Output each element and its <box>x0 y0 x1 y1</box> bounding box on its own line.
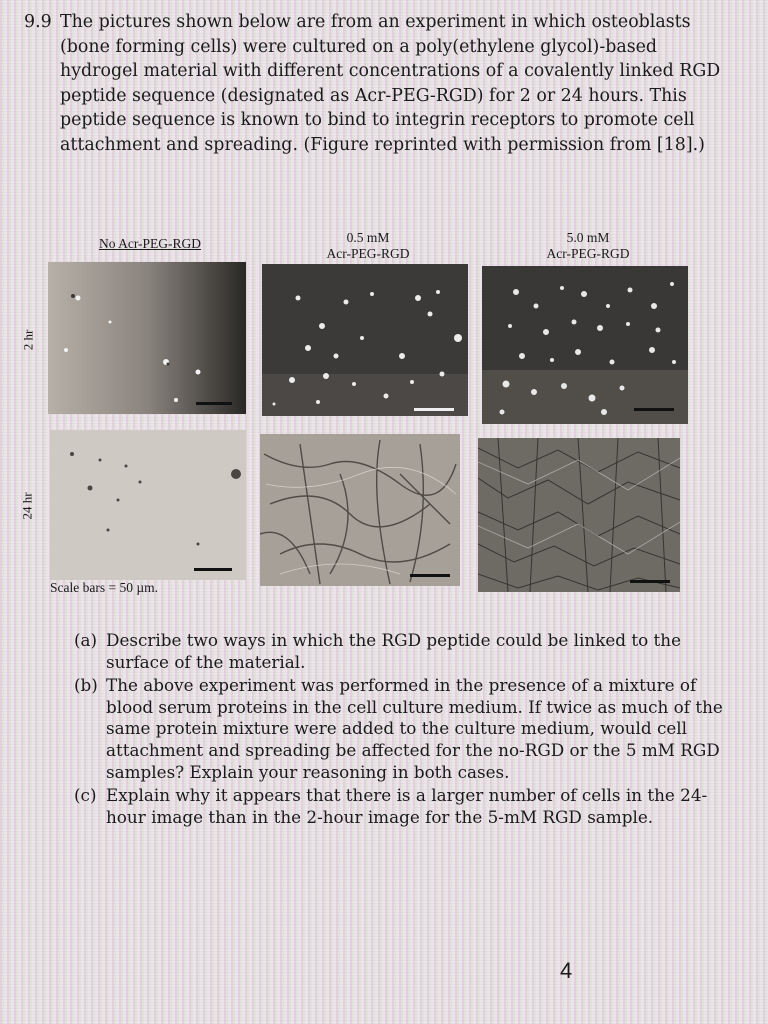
micrograph-24hr-5mm <box>478 438 680 592</box>
row-label-24hr: 24 hr <box>19 492 35 520</box>
column-header-line2: Acr-PEG-RGD <box>546 246 630 261</box>
scale-bar <box>410 574 450 577</box>
micrograph-2hr-5mm <box>482 266 688 424</box>
scale-bar <box>630 580 670 583</box>
scale-bar <box>634 408 674 411</box>
micrograph-24hr-0-5mm <box>260 434 460 586</box>
problem-text: The pictures shown below are from an experiment in which osteoblasts (bone forming cells) were cultured on a poly(ethylene glycol)-based hydrogel material with different concentrations of a covalently linked RGD peptide sequence (designated as Acr-PEG-RGD) for 2 or 24 hours. This peptide sequence is known to bind to integrin receptors to promote cell attachment and spreading. (Figure reprinted with permission from [18].) <box>60 12 721 155</box>
question-c <box>74 785 724 828</box>
column-header-line2: Acr-PEG-RGD <box>326 246 410 261</box>
micrograph-24hr-no-rgd <box>50 430 246 580</box>
problem-statement <box>24 10 736 158</box>
scale-bar <box>196 402 232 405</box>
question-text: Explain why it appears that there is a larger number of cells in the 24-hour image than in the 2-hour image for the 5-mM RGD sample. <box>106 785 708 827</box>
question-a <box>74 630 724 673</box>
scale-bar-caption: Scale bars = 50 µm. <box>50 580 158 595</box>
column-header-no-rgd <box>60 236 240 252</box>
page-number: 4 <box>560 958 573 983</box>
micrograph-2hr-no-rgd <box>48 262 246 414</box>
question-text: The above experiment was performed in the presence of a mixture of blood serum proteins in the cell culture medium. If twice as much of the same protein mixture were added to the culture medium, would cell attachment and spreading be affected for the no-RGD or the 5 mM RGD samples? Explain your reasoning in both cases. <box>106 675 723 782</box>
column-header-5mm <box>498 230 678 262</box>
problem-number: 9.9 <box>24 12 52 32</box>
column-header-line2: No Acr-PEG-RGD <box>98 236 202 251</box>
question-text: Describe two ways in which the RGD peptide could be linked to the surface of the material. <box>106 630 682 672</box>
question-b <box>74 675 724 783</box>
question-tag: (a) <box>74 630 98 650</box>
micrograph-2hr-0-5mm <box>262 264 468 416</box>
row-label-2hr: 2 hr <box>20 329 36 351</box>
question-tag: (b) <box>74 675 98 696</box>
question-list <box>74 630 724 830</box>
scale-bar <box>194 568 232 571</box>
question-tag: (c) <box>74 785 97 806</box>
column-header-line1: 5.0 mM <box>566 230 610 245</box>
scale-bar <box>414 408 454 411</box>
column-header-line1: 0.5 mM <box>346 230 390 245</box>
column-header-0-5mm <box>278 230 458 262</box>
